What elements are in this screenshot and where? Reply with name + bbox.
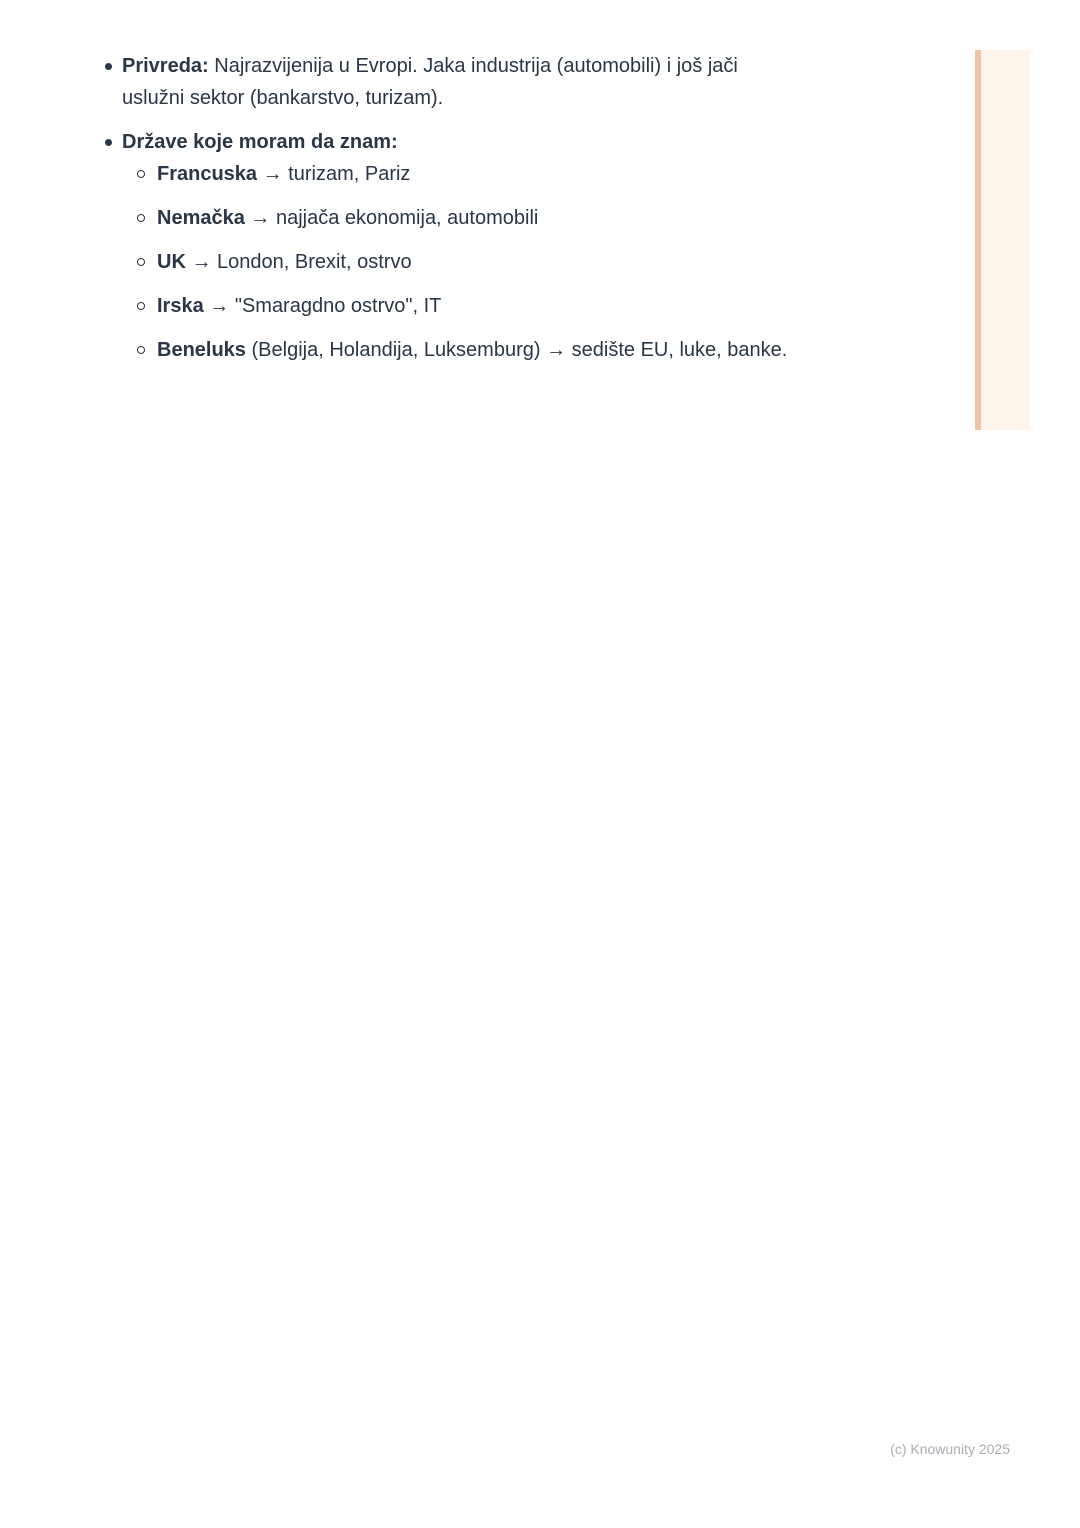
country-sub-list (122, 158, 804, 366)
country-body: → "Smaragdno ostrvo", IT (209, 295, 442, 317)
list-item-drzave (104, 126, 804, 366)
country-label: Nemačka (157, 207, 245, 229)
sub-item-text (157, 290, 804, 322)
country-label: UK (157, 251, 186, 273)
country-label: Beneluks (157, 339, 246, 361)
sub-item-francuska (122, 158, 804, 190)
circle-bullet-icon (137, 214, 145, 222)
sub-item-nemacka (122, 202, 804, 234)
item-body: Najrazvijenija u Evropi. Jaka industrija (automobili) i još jači uslužni sektor (bankarstvo, turizam). (122, 55, 738, 109)
circle-bullet-icon (137, 170, 145, 178)
sub-item-uk (122, 246, 804, 278)
list-item-privreda (104, 50, 804, 114)
bullet-icon (105, 63, 112, 70)
country-body: → turizam, Pariz (262, 163, 411, 185)
circle-bullet-icon (137, 258, 145, 266)
highlight-strip-panel (981, 50, 1030, 430)
sub-item-text (157, 158, 804, 190)
circle-bullet-icon (137, 302, 145, 310)
country-label: Irska (157, 295, 204, 317)
sub-item-beneluks (122, 334, 804, 366)
item-label: Privreda: (122, 55, 209, 77)
notes-content (104, 50, 804, 366)
country-body: → London, Brexit, ostrvo (191, 251, 412, 273)
bullet-icon (105, 139, 112, 146)
sub-item-text (157, 246, 804, 278)
sub-item-text (157, 202, 804, 234)
sub-item-irska (122, 290, 804, 322)
copyright-footer: (c) Knowunity 2025 (890, 1441, 1010, 1457)
list-item-text (122, 50, 804, 114)
item-label: Države koje moram da znam: (122, 131, 398, 153)
sub-item-text (157, 334, 804, 366)
circle-bullet-icon (137, 346, 145, 354)
list-item-text (122, 126, 804, 158)
country-body: → najjača ekonomija, automobili (250, 207, 539, 229)
country-label: Francuska (157, 163, 258, 185)
country-body: (Belgija, Holandija, Luksemburg) → sedište EU, luke, banke. (251, 339, 788, 361)
